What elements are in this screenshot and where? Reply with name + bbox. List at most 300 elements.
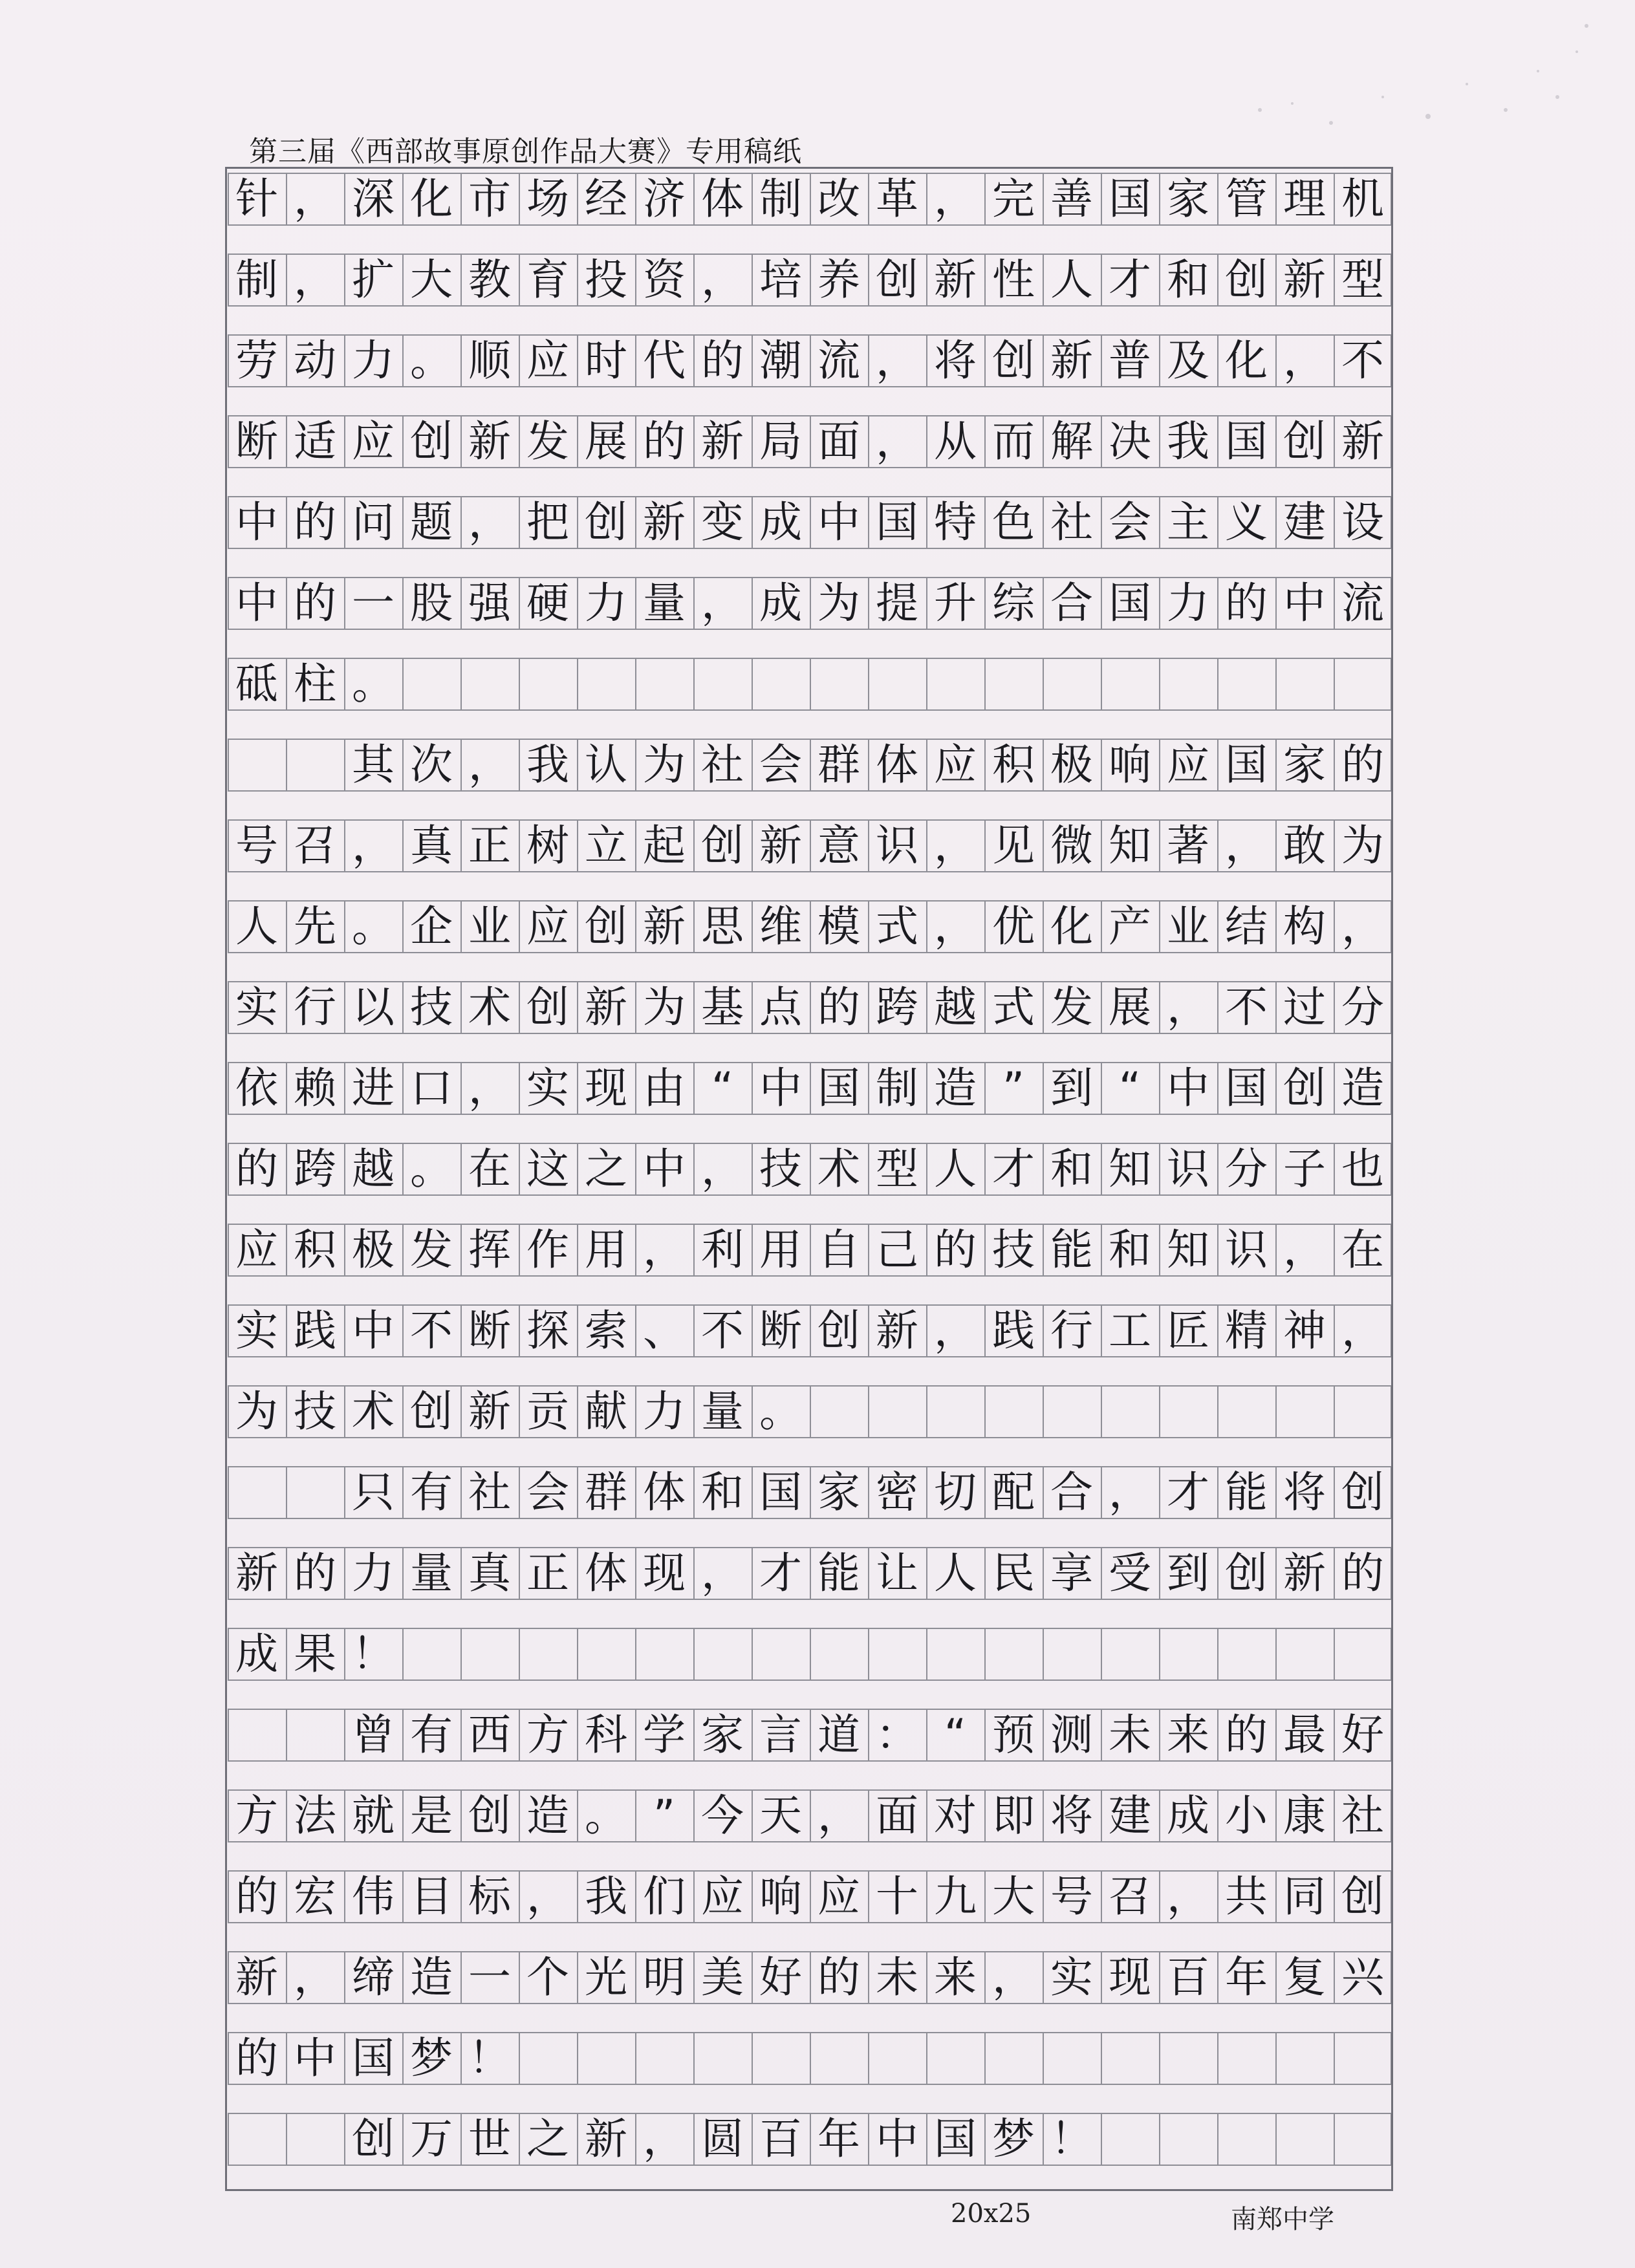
essay-char: 识 [1225, 1225, 1268, 1275]
essay-char: 不 [1225, 982, 1268, 1032]
essay-char: 小 [1225, 1791, 1268, 1841]
grid-row [228, 1705, 1392, 1786]
essay-char: 才 [992, 1144, 1035, 1194]
essay-char: 。 [410, 336, 453, 385]
essay-char: 复 [1283, 1952, 1326, 2002]
essay-char: 受 [1109, 1548, 1151, 1598]
essay-char: 法 [294, 1791, 336, 1841]
essay-char: 发 [1050, 982, 1093, 1032]
essay-char: 大 [992, 1872, 1035, 1921]
essay-char [228, 1709, 286, 1762]
essay-char: 及 [1167, 336, 1209, 385]
essay-char: 现 [585, 1063, 627, 1113]
essay-char: 创 [1341, 1467, 1384, 1517]
essay-char: 创 [526, 982, 569, 1032]
essay-char: 社 [1341, 1791, 1384, 1841]
essay-char: 市 [468, 174, 511, 224]
essay-char: 性 [992, 255, 1035, 305]
essay-char: ， [876, 416, 918, 466]
essay-char: 中 [817, 497, 860, 547]
essay-char [286, 739, 344, 792]
essay-char: 实 [1050, 1952, 1093, 2002]
essay-char: ， [1283, 336, 1326, 385]
essay-line [228, 900, 1392, 953]
essay-char: 美 [701, 1952, 744, 2002]
grid-row [228, 1544, 1392, 1625]
essay-char: 不 [701, 1306, 744, 1355]
essay-char: ， [701, 578, 744, 628]
essay-char: 合 [1050, 578, 1093, 628]
essay-char: 过 [1283, 982, 1326, 1032]
essay-char: 新 [1283, 1548, 1326, 1598]
essay-char: 业 [1167, 902, 1209, 951]
essay-char: 召 [1109, 1872, 1151, 1921]
essay-char: 极 [352, 1225, 395, 1275]
essay-char: 的 [294, 497, 336, 547]
essay-char: 切 [934, 1467, 977, 1517]
essay-char: 道 [817, 1710, 860, 1760]
essay-char: ， [701, 255, 744, 305]
essay-char: 百 [1167, 1952, 1209, 2002]
essay-char: 我 [1167, 416, 1209, 466]
essay-char: 学 [643, 1710, 686, 1760]
essay-char: ！ [352, 1629, 395, 1679]
essay-char: 将 [1283, 1467, 1326, 1517]
essay-char: 培 [759, 255, 802, 305]
essay-char: 精 [1225, 1306, 1268, 1355]
essay-char: 新 [643, 497, 686, 547]
essay-char: 真 [468, 1548, 511, 1598]
essay-char: 神 [1283, 1306, 1326, 1355]
essay-char: 会 [1109, 497, 1151, 547]
essay-char: 经 [585, 174, 627, 224]
essay-char: 式 [992, 982, 1035, 1032]
essay-char: 作 [526, 1225, 569, 1275]
essay-char: 新 [235, 1952, 278, 2002]
essay-line [228, 1709, 1392, 1762]
essay-char: 人 [235, 902, 278, 951]
essay-char: 为 [643, 982, 686, 1032]
essay-char: 国 [1109, 174, 1151, 224]
essay-char: 将 [1050, 1791, 1093, 1841]
essay-char [228, 739, 286, 792]
essay-char: 大 [410, 255, 453, 305]
essay-line [228, 1951, 1392, 2004]
essay-char: 现 [1109, 1952, 1151, 2002]
essay-char: 就 [352, 1791, 395, 1841]
essay-char: 应 [235, 1225, 278, 1275]
essay-char: 和 [1050, 1144, 1093, 1194]
essay-char: 断 [759, 1306, 802, 1355]
essay-char: 享 [1050, 1548, 1093, 1598]
essay-char: 应 [352, 416, 395, 466]
essay-char: 化 [1225, 336, 1268, 385]
essay-char: 进 [352, 1063, 395, 1113]
essay-char: 力 [585, 578, 627, 628]
essay-char: 明 [643, 1952, 686, 2002]
essay-char: 响 [1109, 740, 1151, 790]
essay-char: 新 [585, 982, 627, 1032]
grid-row [228, 1625, 1392, 1705]
essay-char: ！ [1050, 2114, 1093, 2164]
essay-char: 的 [235, 1144, 278, 1194]
essay-char: 新 [643, 902, 686, 951]
essay-char: 一 [468, 1952, 511, 2002]
essay-char: 实 [235, 1306, 278, 1355]
essay-char: 模 [817, 902, 860, 951]
essay-char: 普 [1109, 336, 1151, 385]
essay-char: ， [1341, 1306, 1384, 1355]
essay-char: 建 [1283, 497, 1326, 547]
essay-char: 局 [759, 416, 802, 466]
essay-char [286, 1709, 344, 1762]
essay-char: 造 [410, 1952, 453, 2002]
essay-char: 的 [1341, 740, 1384, 790]
essay-char: 机 [1341, 174, 1384, 224]
essay-char: ， [294, 174, 336, 224]
essay-char: 依 [235, 1063, 278, 1113]
essay-char: ， [294, 255, 336, 305]
essay-char: 标 [468, 1872, 511, 1921]
essay-char: ， [817, 1791, 860, 1841]
essay-char: 贡 [526, 1387, 569, 1436]
essay-line [228, 1304, 1392, 1357]
essay-char: 中 [235, 578, 278, 628]
essay-char: 有 [410, 1710, 453, 1760]
essay-char: 不 [410, 1306, 453, 1355]
grid-row [228, 816, 1392, 897]
essay-char: 改 [817, 174, 860, 224]
essay-char: 的 [934, 1225, 977, 1275]
scan-speckles [1234, 13, 1596, 142]
essay-char: 群 [817, 740, 860, 790]
essay-char: 国 [817, 1063, 860, 1113]
essay-char: 到 [1167, 1548, 1209, 1598]
essay-line [228, 1143, 1392, 1196]
grid-row [228, 412, 1392, 493]
essay-char: 用 [585, 1225, 627, 1275]
grid-row [228, 493, 1392, 574]
essay-char: 的 [1341, 1548, 1384, 1598]
essay-char: ： [876, 1710, 918, 1760]
essay-char [286, 2113, 344, 2166]
essay-char: 善 [1050, 174, 1093, 224]
essay-char: ， [352, 821, 395, 870]
essay-char: 跨 [294, 1144, 336, 1194]
essay-char: 梦 [410, 2033, 453, 2083]
essay-char: 量 [410, 1548, 453, 1598]
grid-row [228, 1786, 1392, 1867]
essay-char: ， [1283, 1225, 1326, 1275]
essay-char: 变 [701, 497, 744, 547]
essay-char: 创 [1283, 416, 1326, 466]
essay-char: 为 [643, 740, 686, 790]
essay-char: 制 [876, 1063, 918, 1113]
essay-char: 中 [1167, 1063, 1209, 1113]
essay-char: 优 [992, 902, 1035, 951]
essay-char: 也 [1341, 1144, 1384, 1194]
essay-char: 成 [235, 1629, 278, 1679]
essay-char: 从 [934, 416, 977, 466]
essay-char: 以 [352, 982, 395, 1032]
essay-char: 创 [817, 1306, 860, 1355]
essay-char: ， [934, 1306, 977, 1355]
essay-char: 新 [934, 255, 977, 305]
essay-char: 创 [468, 1791, 511, 1841]
essay-char: 预 [992, 1710, 1035, 1760]
essay-char: 决 [1109, 416, 1151, 466]
essay-char: 能 [1050, 1225, 1093, 1275]
essay-char: 即 [992, 1791, 1035, 1841]
essay-line [228, 981, 1392, 1034]
essay-char: 技 [410, 982, 453, 1032]
essay-char: 著 [1167, 821, 1209, 870]
essay-char: 理 [1283, 174, 1326, 224]
essay-char: 力 [352, 1548, 395, 1598]
essay-char: 创 [410, 1387, 453, 1436]
essay-char: 己 [876, 1225, 918, 1275]
essay-char: 国 [876, 497, 918, 547]
essay-char: 代 [643, 336, 686, 385]
essay-char: 让 [876, 1548, 918, 1598]
essay-char: 完 [992, 174, 1035, 224]
essay-char: 的 [817, 1952, 860, 2002]
essay-char: 成 [759, 578, 802, 628]
essay-char: 方 [235, 1791, 278, 1841]
essay-char: 发 [526, 416, 569, 466]
essay-char: ， [701, 1144, 744, 1194]
essay-char: 管 [1225, 174, 1268, 224]
essay-char: 知 [1109, 1144, 1151, 1194]
essay-char: 济 [643, 174, 686, 224]
essay-char: 创 [701, 821, 744, 870]
essay-char: 流 [817, 336, 860, 385]
essay-char: 技 [992, 1225, 1035, 1275]
essay-line [228, 577, 1392, 630]
essay-char: 型 [876, 1144, 918, 1194]
essay-char: 分 [1341, 982, 1384, 1032]
essay-char: 能 [1225, 1467, 1268, 1517]
essay-char: 献 [585, 1387, 627, 1436]
essay-char: 家 [1167, 174, 1209, 224]
essay-char: 言 [759, 1710, 802, 1760]
page-header-title: 第三届《西部故事原创作品大赛》专用稿纸 [249, 135, 802, 168]
grid-row [228, 1867, 1392, 1948]
essay-char: 宏 [294, 1872, 336, 1921]
essay-char: 创 [876, 255, 918, 305]
essay-char: 强 [468, 578, 511, 628]
essay-char: 未 [1109, 1710, 1151, 1760]
essay-char: 正 [526, 1548, 569, 1598]
essay-char: 伟 [352, 1872, 395, 1921]
essay-line [228, 2032, 1392, 2085]
essay-char: 现 [643, 1548, 686, 1598]
essay-char: 流 [1341, 578, 1384, 628]
essay-char: 匠 [1167, 1306, 1209, 1355]
essay-char: 起 [643, 821, 686, 870]
essay-char: 展 [1109, 982, 1151, 1032]
essay-char: 制 [235, 255, 278, 305]
grid-row [228, 1220, 1392, 1301]
essay-char: 创 [585, 902, 627, 951]
essay-line [228, 1224, 1392, 1277]
grid-row [228, 735, 1392, 816]
essay-char: 知 [1167, 1225, 1209, 1275]
essay-line [228, 496, 1392, 549]
essay-char: ， [934, 174, 977, 224]
essay-char: 应 [934, 740, 977, 790]
essay-char: 极 [1050, 740, 1093, 790]
essay-char: 用 [759, 1225, 802, 1275]
grid-row [228, 1948, 1392, 2029]
essay-char: 综 [992, 578, 1035, 628]
essay-char: 只 [352, 1467, 395, 1517]
essay-char: 树 [526, 821, 569, 870]
essay-char: 创 [1225, 1548, 1268, 1598]
essay-char: 问 [352, 497, 395, 547]
essay-char: 是 [410, 1791, 453, 1841]
essay-char: 识 [876, 821, 918, 870]
grid-row [228, 574, 1392, 654]
essay-char: 西 [468, 1710, 511, 1760]
essay-char: 。 [352, 659, 395, 709]
essay-char: 投 [585, 255, 627, 305]
essay-char: 提 [876, 578, 918, 628]
essay-char: 主 [1167, 497, 1209, 547]
essay-line [228, 1062, 1392, 1115]
essay-char: 实 [235, 982, 278, 1032]
essay-char: 新 [876, 1306, 918, 1355]
essay-line [228, 1385, 1392, 1438]
essay-char: 术 [817, 1144, 860, 1194]
essay-char: 科 [585, 1710, 627, 1760]
essay-char: 会 [759, 740, 802, 790]
essay-char: 人 [1050, 255, 1093, 305]
essay-char: 中 [352, 1306, 395, 1355]
essay-char: 年 [817, 2114, 860, 2164]
essay-char: 积 [992, 740, 1035, 790]
essay-char: 为 [235, 1387, 278, 1436]
essay-char: 中 [294, 2033, 336, 2083]
essay-char: 中 [1283, 578, 1326, 628]
essay-char: 好 [1341, 1710, 1384, 1760]
essay-char: 一 [352, 578, 395, 628]
essay-char: 其 [352, 740, 395, 790]
grid-row [228, 169, 1392, 250]
essay-char: “ [944, 1710, 967, 1760]
essay-char: 断 [468, 1306, 511, 1355]
essay-char: 的 [643, 416, 686, 466]
essay-char: 应 [526, 336, 569, 385]
essay-char: 有 [410, 1467, 453, 1517]
essay-char: 认 [585, 740, 627, 790]
essay-char: ， [643, 1225, 686, 1275]
essay-char: 识 [1167, 1144, 1209, 1194]
essay-char: 康 [1283, 1791, 1326, 1841]
essay-char: 百 [759, 2114, 802, 2164]
essay-char: 号 [235, 821, 278, 870]
essay-char: 动 [294, 336, 336, 385]
essay-char: 才 [1167, 1467, 1209, 1517]
essay-char: 积 [294, 1225, 336, 1275]
essay-char: 题 [410, 497, 453, 547]
essay-char: 术 [468, 982, 511, 1032]
essay-char: 的 [294, 578, 336, 628]
essay-char: 力 [643, 1387, 686, 1436]
essay-char: 密 [876, 1467, 918, 1517]
essay-char: 的 [817, 982, 860, 1032]
essay-char: 跨 [876, 982, 918, 1032]
essay-char: 社 [468, 1467, 511, 1517]
essay-char: 创 [1283, 1063, 1326, 1113]
essay-char: 解 [1050, 416, 1093, 466]
essay-char: 创 [585, 497, 627, 547]
essay-char: 召 [294, 821, 336, 870]
essay-char: 国 [934, 2114, 977, 2164]
essay-line [228, 819, 1392, 872]
essay-char: ” [653, 1791, 676, 1841]
essay-char: 才 [759, 1548, 802, 1598]
essay-char: 践 [294, 1306, 336, 1355]
essay-char: 的 [701, 336, 744, 385]
essay-char: 成 [759, 497, 802, 547]
essay-char: 挥 [468, 1225, 511, 1275]
essay-char: “ [711, 1063, 734, 1113]
essay-char: 天 [759, 1791, 802, 1841]
essay-char: 新 [1050, 336, 1093, 385]
essay-char: 力 [352, 336, 395, 385]
essay-char: 化 [1050, 902, 1093, 951]
essay-char: 好 [759, 1952, 802, 2002]
essay-char: 光 [585, 1952, 627, 2002]
essay-char: 曾 [352, 1710, 395, 1760]
essay-line [228, 1789, 1392, 1842]
essay-char: 。 [352, 902, 395, 951]
essay-char: 兴 [1341, 1952, 1384, 2002]
essay-char: “ [1118, 1063, 1142, 1113]
essay-char: 同 [1283, 1872, 1326, 1921]
essay-char: 和 [1167, 255, 1209, 305]
essay-char: ， [934, 902, 977, 951]
essay-char: 体 [585, 1548, 627, 1598]
essay-char: 在 [468, 1144, 511, 1194]
essay-char: 中 [876, 2114, 918, 2164]
essay-char: ， [1225, 821, 1268, 870]
essay-char: 赖 [294, 1063, 336, 1113]
essay-char: ， [643, 2114, 686, 2164]
essay-char: 维 [759, 902, 802, 951]
essay-line [228, 254, 1392, 307]
essay-char: 针 [235, 174, 278, 224]
essay-char: 构 [1283, 902, 1326, 951]
essay-char: 之 [585, 1144, 627, 1194]
grid-row [228, 1382, 1392, 1463]
essay-char: 中 [235, 497, 278, 547]
essay-char: 新 [468, 416, 511, 466]
essay-char: 由 [643, 1063, 686, 1113]
essay-line [228, 1466, 1392, 1519]
essay-char: 今 [701, 1791, 744, 1841]
essay-char: 利 [701, 1225, 744, 1275]
grid-row [228, 1301, 1392, 1382]
essay-char: 教 [468, 255, 511, 305]
essay-char: 潮 [759, 336, 802, 385]
essay-char: 。 [585, 1791, 627, 1841]
essay-char: 行 [294, 982, 336, 1032]
essay-char: 造 [1341, 1063, 1384, 1113]
essay-char: ， [294, 1952, 336, 2002]
essay-char: 面 [876, 1791, 918, 1841]
